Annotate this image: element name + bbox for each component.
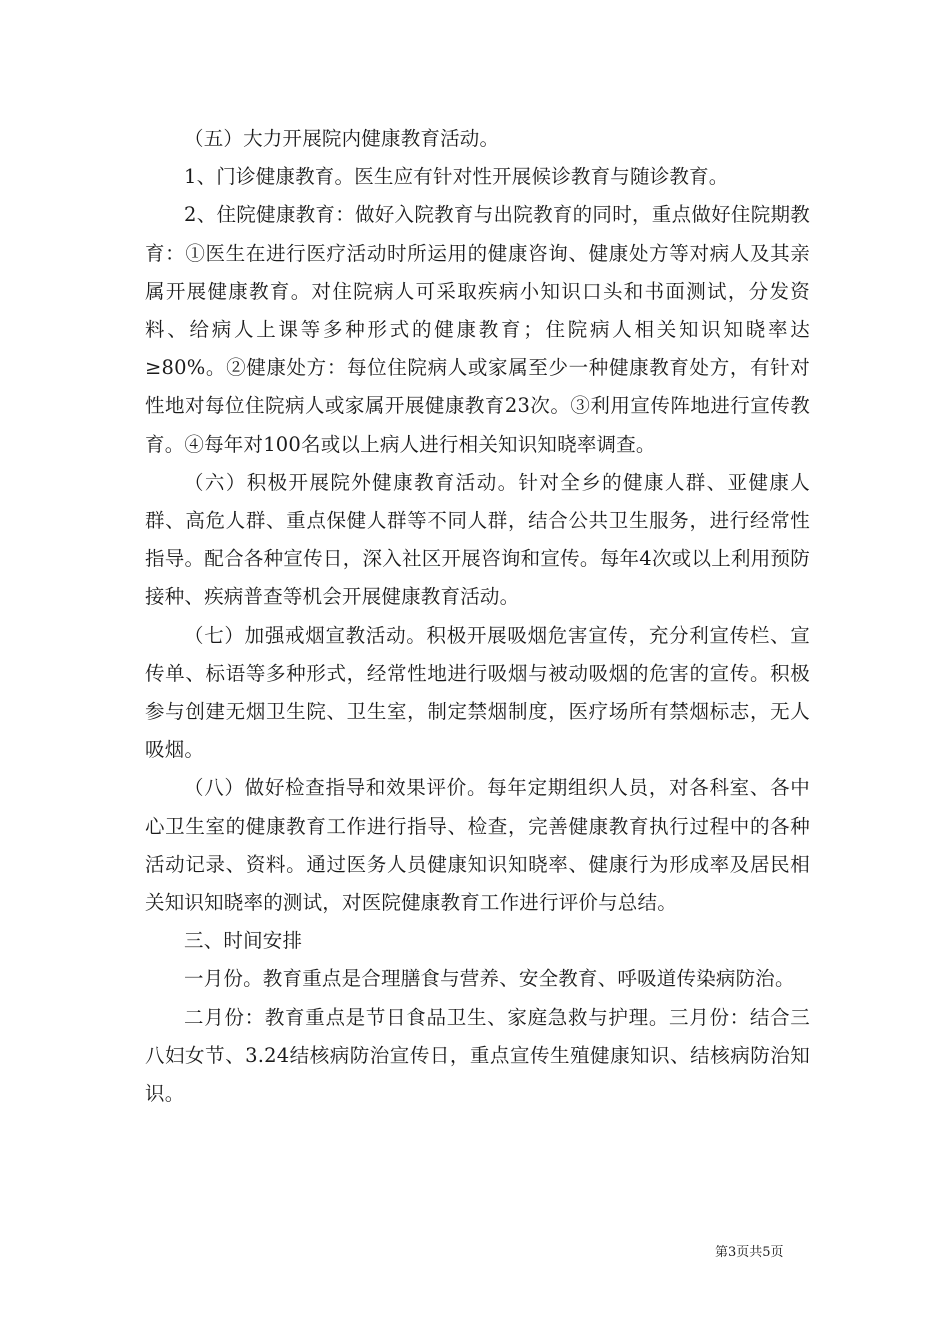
- paragraph-section-6: （六）积极开展院外健康教育活动。针对全乡的健康人群、亚健康人群、高危人群、重点保健人群等不同人群，结合公共卫生服务，进行经常性指导。配合各种宣传日，深入社区开展咨询和宣传。每年4次或以上利用预防接种、疾病普查等机会开展健康教育活动。: [145, 470, 810, 609]
- paragraph-section-7: （七）加强戒烟宣教活动。积极开展吸烟危害宣传，充分利宣传栏、宣传单、标语等多种形式，经常性地进行吸烟与被动吸烟的危害的宣传。积极参与创建无烟卫生院、卫生室，制定禁烟制度，医疗场所有禁烟标志，无人吸烟。: [145, 623, 810, 762]
- paragraph-outpatient-education: 1、门诊健康教育。医生应有针对性开展候诊教育与随诊教育。: [184, 165, 729, 189]
- paragraph-section-8: （八）做好检查指导和效果评价。每年定期组织人员，对各科室、各中心卫生室的健康教育工作进行指导、检查，完善健康教育执行过程中的各种活动记录、资料。通过医务人员健康知识知晓率、健康行为形成率及居民相关知识知晓率的测试，对医院健康教育工作进行评价与总结。: [145, 776, 810, 915]
- document-body: [145, 120, 810, 1113]
- paragraph-schedule-heading: 三、时间安排: [184, 929, 303, 953]
- page-number-footer: 第3页共5页: [715, 1245, 784, 1260]
- paragraph-inpatient-education: 2、住院健康教育：做好入院教育与出院教育的同时，重点做好住院期教育：①医生在进行医疗活动时所运用的健康咨询、健康处方等对病人及其亲属开展健康教育。对住院病人可采取疾病小知识口头和书面测试，分发资料、给病人上课等多种形式的健康教育；住院病人相关知识知晓率达≥80%。②健康处方：每位住院病人或家属至少一种健康教育处方，有针对性地对每位住院病人或家属开展健康教育23次。③利用宣传阵地进行宣传教育。④每年对100名或以上病人进行相关知识知晓率调查。: [145, 203, 810, 456]
- paragraph-february-march: 二月份：教育重点是节日食品卫生、家庭急救与护理。三月份：结合三八妇女节、3.24结核病防治宣传日，重点宣传生殖健康知识、结核病防治知识。: [145, 1005, 810, 1106]
- paragraph-section-5-heading: （五）大力开展院内健康教育活动。: [184, 127, 500, 150]
- paragraph-january: 一月份。教育重点是合理膳食与营养、安全教育、呼吸道传染病防治。: [184, 967, 795, 991]
